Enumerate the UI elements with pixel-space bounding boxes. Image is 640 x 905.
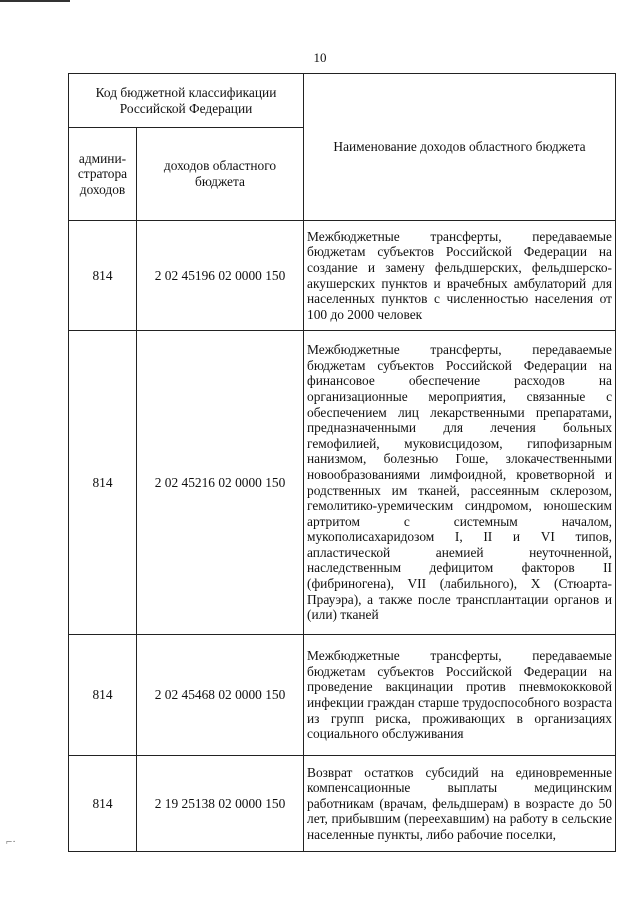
admin-code-cell: 814 [69, 756, 137, 852]
income-name-cell: Межбюджетные трансферты, передаваемые бюджетам субъектов Российской Федерации на создание и замену фельдшерских, фельдшерско-акушерских пунктов и врачебных амбулаторий для населенных пунктов с численностью населения от 100 до 2000 человек [304, 221, 616, 331]
header-regional-income: доходов областного бюджета [137, 128, 304, 221]
income-code-cell: 2 02 45216 02 0000 150 [137, 331, 304, 635]
header-administrator: админи-стратора доходов [69, 128, 137, 221]
income-code-cell: 2 02 45196 02 0000 150 [137, 221, 304, 331]
header-classification-code: Код бюджетной классификации Российской Федерации [69, 74, 304, 128]
income-code-cell: 2 19 25138 02 0000 150 [137, 756, 304, 852]
header-row-group [69, 74, 616, 128]
table-row [69, 331, 616, 635]
table-row [69, 756, 616, 852]
budget-classification-table [68, 73, 616, 852]
header-income-name: Наименование доходов областного бюджета [304, 74, 616, 221]
admin-code-cell: 814 [69, 331, 137, 635]
income-name-cell: Межбюджетные трансферты, передаваемые бюджетам субъектов Российской Федерации на финансовое обеспечение расходов на организационные мероприятия, связанные с обеспечением лиц лекарственными препаратами, предназначенными для лечения больных гемофилией, муковисцидозом, гипофизарным нанизмом, болезнью Гоше, злокачественными новообразованиями лимфоидной, кроветворной и родственных им тканей, рассеянным склерозом, гемолитико-уремическим синдромом, юношеским артритом с системным началом, мукополисахаридозом I, II и VI типов, апластической анемией неуточненной, наследственным дефицитом факторов II (фибриногена), VII (лабильного), X (Стюарта-Прауэра), а также после трансплантации органов и (или) тканей [304, 331, 616, 635]
table-row [69, 635, 616, 756]
scan-speck-mark: ⌐· [6, 836, 16, 848]
page-number: 10 [313, 50, 327, 65]
top-edge-line [0, 0, 70, 2]
admin-code-cell: 814 [69, 221, 137, 331]
income-name-cell: Возврат остатков субсидий на единовременные компенсационные выплаты медицинским работникам (врачам, фельдшерам) в возрасте до 50 лет, прибывшим (переехавшим) на работу в сельские населенные пункты, либо рабочие поселки, [304, 756, 616, 852]
table-row [69, 221, 616, 331]
income-code-cell: 2 02 45468 02 0000 150 [137, 635, 304, 756]
income-name-cell: Межбюджетные трансферты, передаваемые бюджетам субъектов Российской Федерации на проведение вакцинации против пневмококковой инфекции граждан старше трудоспособного возраста из групп риска, проживающих в организациях социального обслуживания [304, 635, 616, 756]
admin-code-cell: 814 [69, 635, 137, 756]
